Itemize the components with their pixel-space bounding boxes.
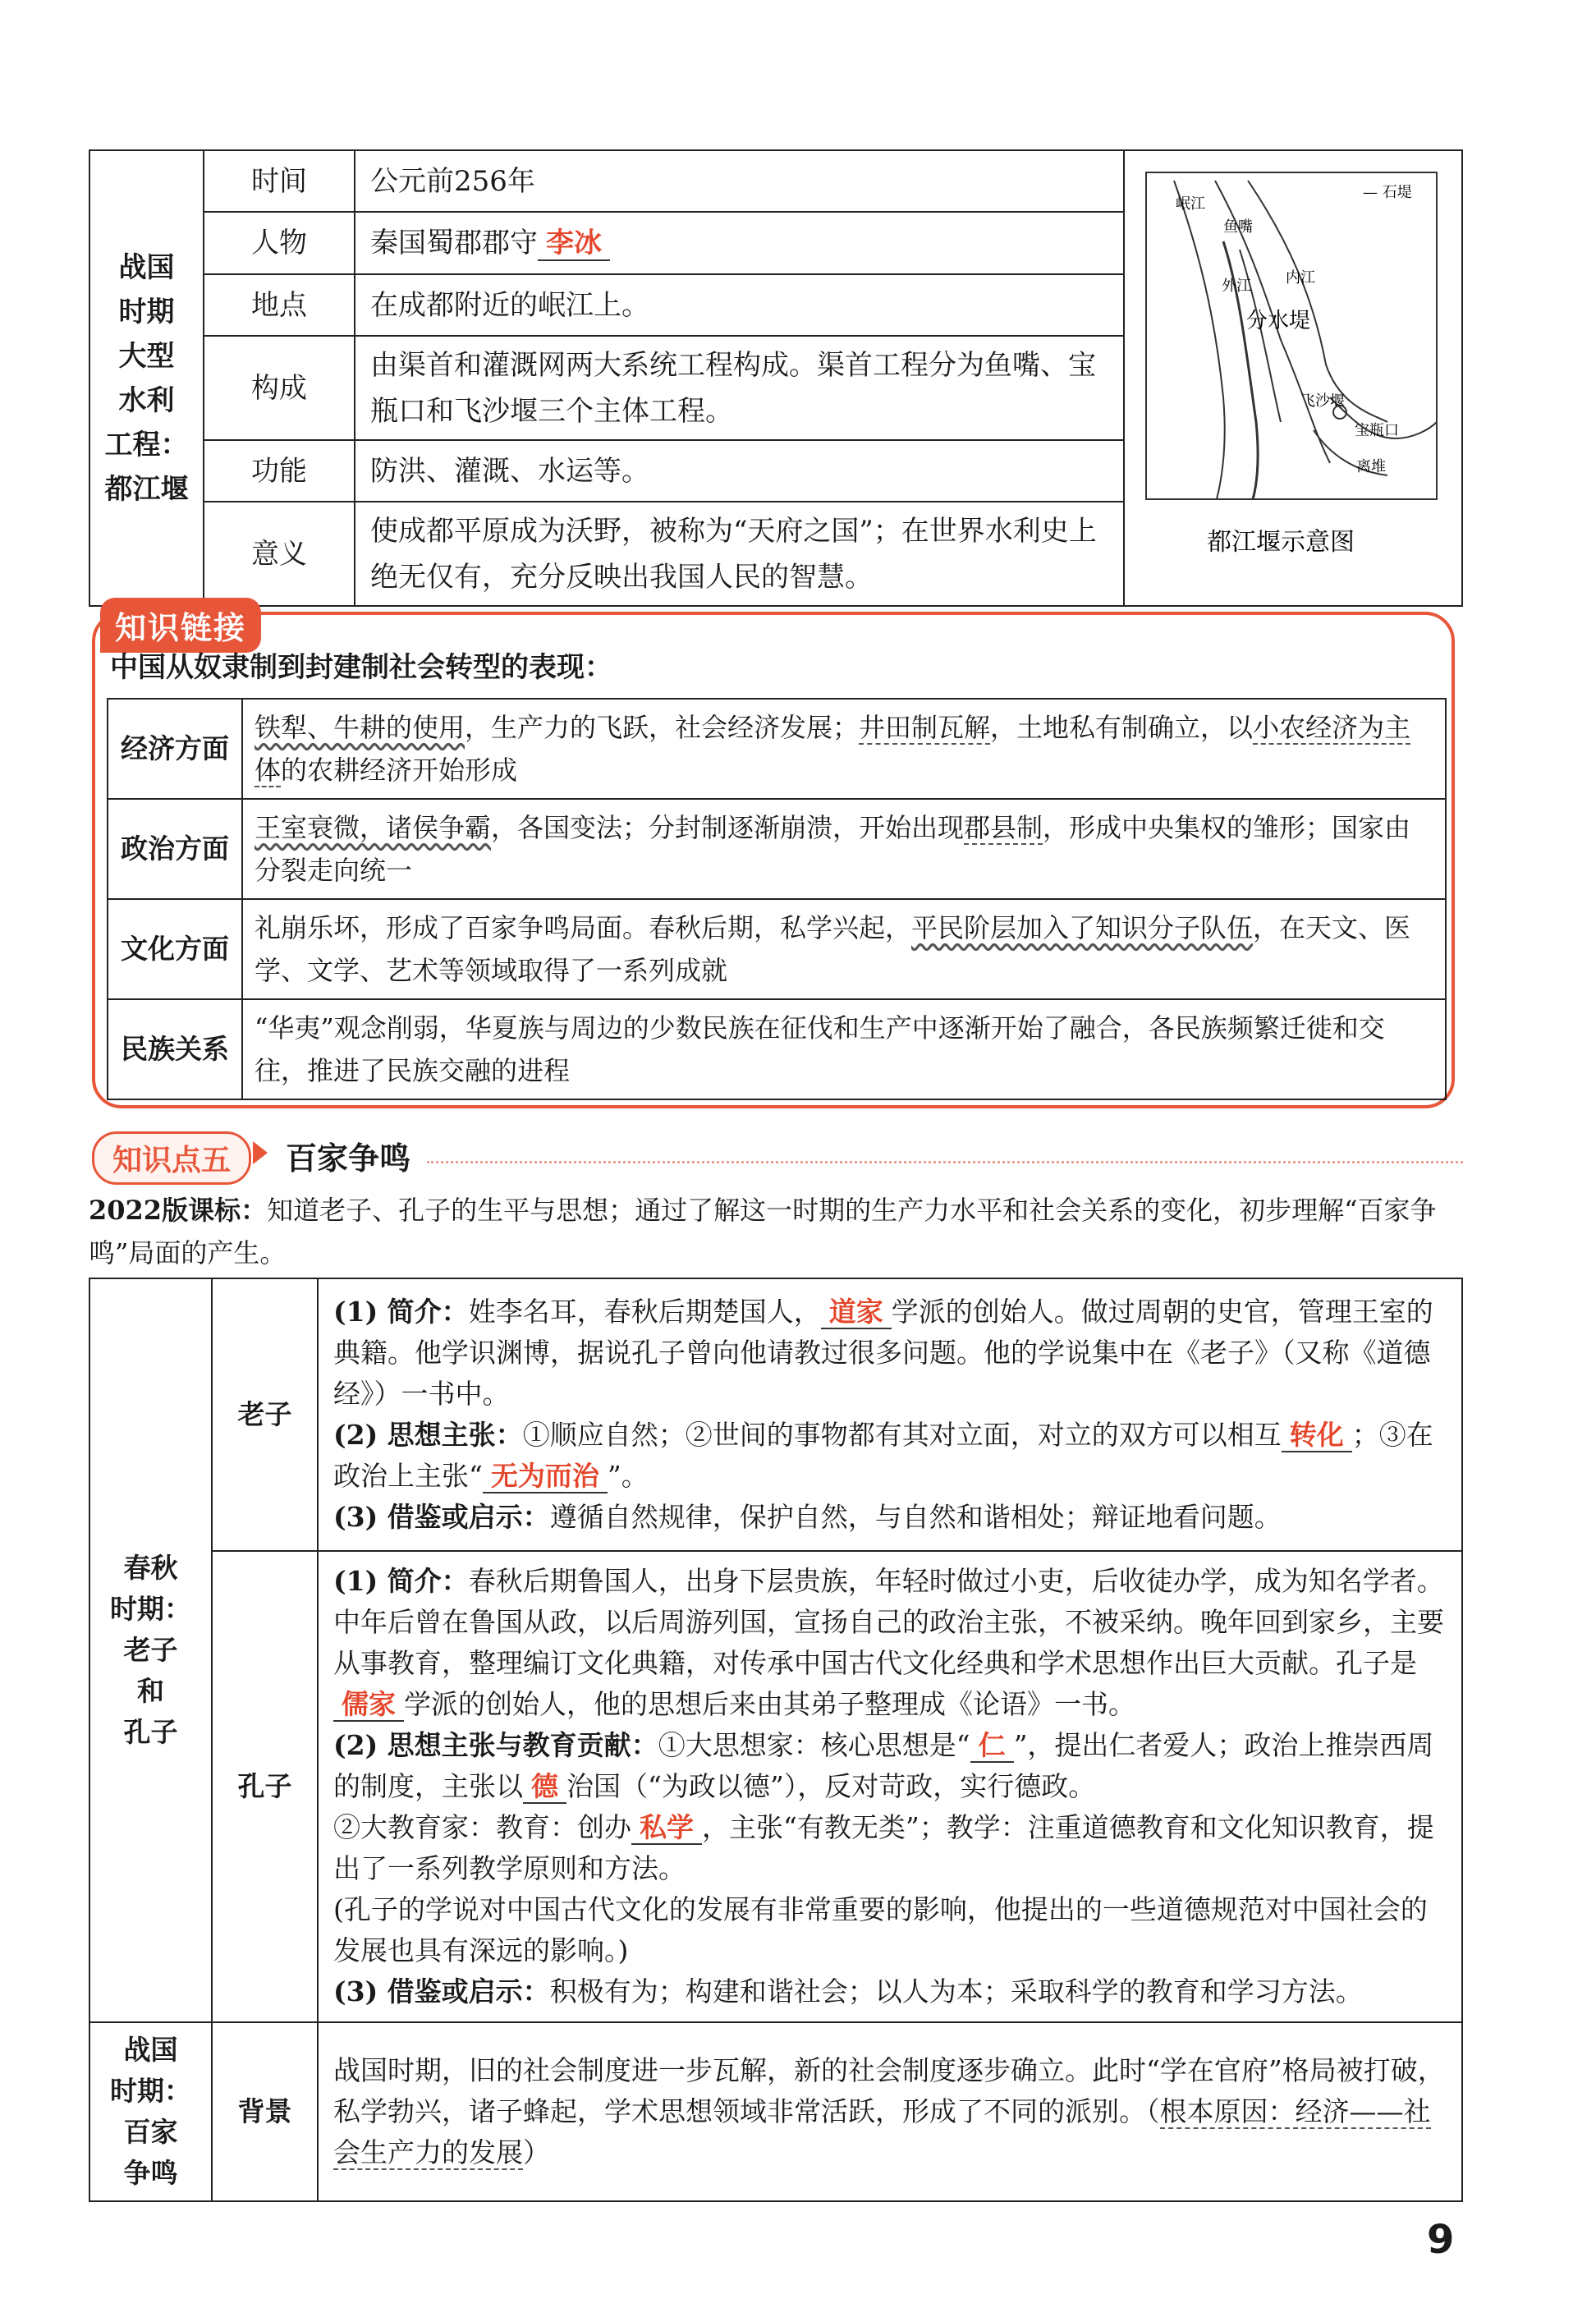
para-text: ） bbox=[523, 2136, 550, 2168]
dujiangyan-category bbox=[89, 150, 204, 606]
para-heading: (2) 思想主张： bbox=[333, 1419, 523, 1451]
underlined-text: 小农经济为主体 bbox=[255, 712, 1411, 786]
category-line: 时期： bbox=[110, 2075, 191, 2107]
diagram-label-legend: — 石堤 bbox=[1363, 184, 1412, 201]
answer-blank: 仁 bbox=[970, 1729, 1014, 1763]
background-content bbox=[318, 2022, 1462, 2201]
kongzi-note: (孔子的学说对中国古代文化的发展有非常重要的影响，他提出的一些道德规范对中国社会的发展也具有深远的影响。) bbox=[333, 1893, 1428, 1966]
diagram-label-waijiang: 外江 bbox=[1222, 278, 1251, 295]
dujiangyan-table bbox=[89, 149, 1463, 607]
aspect-label: 民族关系 bbox=[108, 999, 242, 1099]
para-text: 春秋后期鲁国人，出身下层贵族，年轻时做过小吏，后收徒办学，成为知名学者。中年后曾在鲁国从政，以后周游列国，宣扬自己的政治主张，不被采纳。晚年回到家乡，主要从事教育，整理编订文化典籍，对传承中国古代文化经典和学术思想作出巨大贡献。孔子是 bbox=[333, 1565, 1444, 1679]
para-text: 战国时期，旧的社会制度进一步瓦解，新的社会制度逐步确立。此时“学在官府”格局被打破，私学勃兴，诸子蜂起，学术思想领域非常活跃，形成了不同的派别。（ bbox=[333, 2054, 1445, 2127]
segment-text: ，形成中央集权的雏形；国家由分裂走向统一 bbox=[255, 812, 1411, 886]
category-line: 争鸣 bbox=[123, 2157, 178, 2189]
segment-text: ，土地私有制确立，以 bbox=[990, 712, 1254, 743]
diagram-label-feishayan: 飞沙堰 bbox=[1300, 392, 1345, 410]
row-label: 功能 bbox=[204, 440, 355, 502]
aspect-label: 政治方面 bbox=[108, 799, 242, 899]
row-value bbox=[355, 212, 1124, 273]
row-label: 人物 bbox=[204, 212, 355, 273]
underlined-text: 郡县制 bbox=[964, 812, 1043, 843]
para-text: ①大思想家：核心思想是“ bbox=[658, 1729, 970, 1761]
warring-states-category bbox=[89, 2022, 212, 2201]
category-line: 时期： bbox=[110, 1593, 191, 1625]
category-line: 战国 bbox=[118, 250, 175, 284]
segment-text: 的农耕经济开始形成 bbox=[281, 755, 518, 786]
knowledge-link-intro: 中国从奴隶制到封建制社会转型的表现： bbox=[110, 651, 612, 684]
para-text: 遵循自然规律，保护自然，与自然和谐相处；辩证地看问题。 bbox=[549, 1501, 1282, 1533]
knowledge-link-badge: 知识链接 bbox=[100, 598, 261, 653]
segment-text: “华夷”观念削弱，华夏族与周边的少数民族在征伐和生产中逐渐开始了融合，各民族频繁迁徙和交往，推进了民族交融的进程 bbox=[255, 1012, 1385, 1086]
category-line: 战国 bbox=[123, 2034, 178, 2066]
dujiangyan-diagram-cell bbox=[1124, 150, 1462, 606]
answer-blank: 儒家 bbox=[333, 1688, 404, 1722]
diagram-label-lidui: 离堆 bbox=[1356, 458, 1386, 475]
kongzi-label: 孔子 bbox=[212, 1551, 318, 2022]
section-title: 百家争鸣 bbox=[286, 1140, 411, 1177]
underlined-text: 王室衰微，诸侯争霸 bbox=[255, 812, 492, 843]
category-line: 大型 bbox=[118, 339, 175, 373]
page-number: 9 bbox=[1427, 2217, 1455, 2263]
segment-text: ，在天文、医学、文学、艺术等领域取得了一系列成就 bbox=[255, 912, 1411, 986]
section-arrow-icon bbox=[253, 1141, 268, 1164]
category-line: 百家 bbox=[123, 2116, 178, 2148]
category-line: 和 bbox=[137, 1675, 164, 1707]
spring-autumn-category bbox=[89, 1278, 212, 2022]
diagram-label-neijiang: 内江 bbox=[1286, 269, 1315, 287]
para-text: ”。 bbox=[607, 1460, 649, 1492]
section-divider bbox=[427, 1161, 1463, 1163]
para-text: ；③在政治上主张“ bbox=[333, 1419, 1433, 1492]
segment-text: ，各国变法；分封制逐渐崩溃，开始出现 bbox=[491, 812, 965, 843]
row-value: 防洪、灌溉、水运等。 bbox=[355, 440, 1124, 502]
row-label: 构成 bbox=[204, 336, 355, 440]
row-value-text: 秦国蜀郡郡守 bbox=[370, 227, 538, 260]
aspect-value bbox=[242, 899, 1446, 999]
standard-text: 知道老子、孔子的生平与思想；通过了解这一时期的生产力水平和社会关系的变化，初步理解“百家争鸣”局面的产生。 bbox=[89, 1195, 1437, 1269]
diagram-label-yuzui: 鱼嘴 bbox=[1223, 218, 1253, 236]
answer-blank: 道家 bbox=[821, 1296, 892, 1329]
diagram-label-baopingkou: 宝瓶口 bbox=[1355, 422, 1399, 439]
standard-label: 2022版课标： bbox=[89, 1195, 268, 1226]
segment-text: 礼崩乐坏，形成了百家争鸣局面。春秋后期，私学兴起， bbox=[255, 912, 912, 943]
diagram-label-minjiang: 岷江 bbox=[1176, 195, 1205, 213]
aspect-value bbox=[242, 699, 1446, 799]
para-text: ”，提出仁者爱人；政治上推崇西周的制度，主张以 bbox=[333, 1729, 1434, 1802]
category-line: 工程： bbox=[104, 428, 189, 461]
category-line: 春秋 bbox=[123, 1552, 178, 1584]
para-text: 学派的创始人，他的思想后来由其弟子整理成《论语》一书。 bbox=[404, 1688, 1135, 1720]
row-value: 使成都平原成为沃野，被称为“天府之国”；在世界水利史上绝无仅有，充分反映出我国人民的智慧。 bbox=[355, 502, 1124, 606]
answer-blank: 李冰 bbox=[538, 227, 610, 261]
laozi-content bbox=[318, 1278, 1462, 1551]
row-label: 地点 bbox=[204, 274, 355, 336]
aspect-value bbox=[242, 999, 1446, 1099]
answer-blank: 私学 bbox=[631, 1811, 702, 1845]
para-text: 姓李名耳，春秋后期楚国人， bbox=[468, 1296, 821, 1328]
para-heading: (3) 借鉴或启示： bbox=[333, 1501, 550, 1533]
row-value: 在成都附近的岷江上。 bbox=[355, 274, 1124, 336]
aspect-label: 经济方面 bbox=[108, 699, 242, 799]
para-heading: (1) 简介： bbox=[333, 1565, 469, 1597]
transition-table bbox=[107, 698, 1447, 1100]
laozi-label: 老子 bbox=[212, 1278, 318, 1551]
row-value: 公元前256年 bbox=[355, 150, 1124, 212]
background-label: 背景 bbox=[212, 2022, 318, 2201]
underlined-text: 铁犁、牛耕的使用 bbox=[255, 712, 466, 743]
aspect-label: 文化方面 bbox=[108, 899, 242, 999]
curriculum-standard bbox=[89, 1189, 1463, 1274]
category-line: 水利 bbox=[118, 383, 175, 417]
para-text: 学派的创始人。做过周朝的史官，管理王室的典籍。他学识渊博，据说孔子曾向他请教过很多问题。他的学说集中在《老子》（又称《道德经》）一书中。 bbox=[333, 1296, 1433, 1410]
answer-blank: 无为而治 bbox=[483, 1460, 608, 1493]
para-text: 治国（“为政以德”），反对苛政，实行德政。 bbox=[566, 1770, 1096, 1802]
answer-blank: 转化 bbox=[1282, 1419, 1352, 1452]
philosophers-table bbox=[89, 1278, 1463, 2202]
underlined-text: 平民阶层加入了知识分子队伍 bbox=[911, 912, 1254, 943]
para-text: ①顺应自然；②世间的事物都有其对立面，对立的双方可以相互 bbox=[522, 1419, 1282, 1451]
row-value: 由渠首和灌溉网两大系统工程构成。渠首工程分为鱼嘴、宝瓶口和飞沙堰三个主体工程。 bbox=[355, 336, 1124, 440]
para-heading: (3) 借鉴或启示： bbox=[333, 1975, 550, 2007]
category-line: 孔子 bbox=[123, 1716, 178, 1748]
para-text: ②大教育家：教育：创办 bbox=[333, 1811, 631, 1843]
diagram-caption: 都江堰示意图 bbox=[1207, 528, 1355, 557]
segment-text: ，生产力的飞跃，社会经济发展； bbox=[465, 712, 860, 743]
para-heading: (2) 思想主张与教育贡献： bbox=[333, 1729, 658, 1761]
answer-blank: 德 bbox=[523, 1770, 566, 1804]
para-text: 积极有为；构建和谐社会；以人为本；采取科学的教育和学习方法。 bbox=[549, 1975, 1363, 2007]
row-label: 时间 bbox=[204, 150, 355, 212]
kongzi-content bbox=[318, 1551, 1462, 2022]
category-line: 老子 bbox=[123, 1634, 178, 1666]
diagram-label-fenshuidi: 分水堤 bbox=[1246, 309, 1311, 333]
underlined-text: 井田制瓦解 bbox=[859, 712, 991, 743]
root-cause-text: 根本原因：经济——社会生产力的发展 bbox=[333, 2095, 1431, 2168]
aspect-value bbox=[242, 799, 1446, 899]
para-heading: (1) 简介： bbox=[333, 1296, 469, 1328]
row-label: 意义 bbox=[204, 502, 355, 606]
category-line: 都江堰 bbox=[104, 472, 189, 506]
dujiangyan-diagram bbox=[1125, 151, 1461, 591]
para-text: ，主张“有教无类”；教学：注重道德教育和文化知识教育，提出了一系列教学原则和方法。 bbox=[333, 1811, 1434, 1884]
category-line: 时期 bbox=[118, 295, 175, 328]
section-badge: 知识点五 bbox=[92, 1131, 251, 1185]
